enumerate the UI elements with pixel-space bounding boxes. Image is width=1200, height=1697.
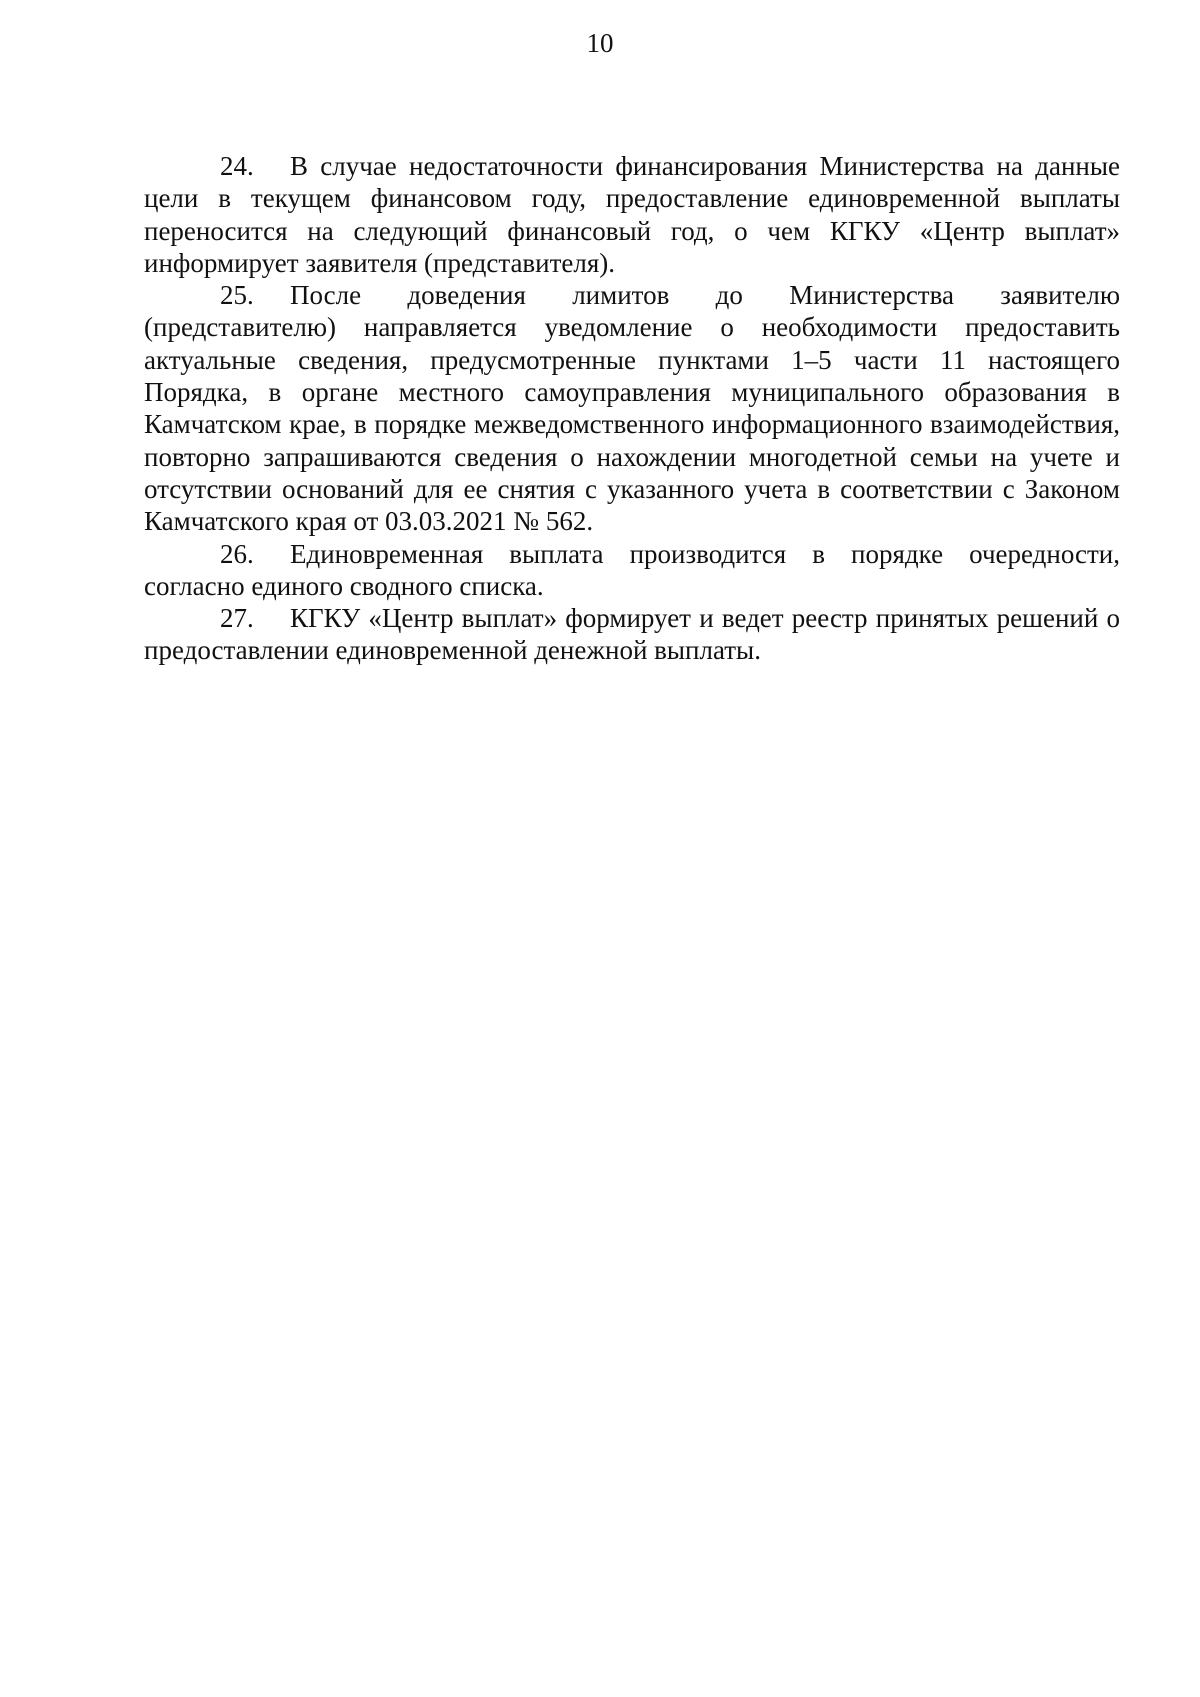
- clause-number: 27.: [220, 603, 254, 634]
- clause-text: В случае недостаточности финансирования Министерства на данные цели в текущем финансовом году, предоставление единовременной выплаты переносится на следующий финансовый год, о чем КГКУ «Центр выплат» информирует заявителя (представителя).: [144, 151, 1120, 278]
- clause-text: КГКУ «Центр выплат» формирует и ведет реестр принятых решений о предоставлении единовременной денежной выплаты.: [144, 603, 1120, 666]
- clause-24: [144, 150, 1120, 279]
- clause-number: 26.: [220, 538, 254, 569]
- clause-text: После доведения лимитов до Министерства заявителю (представителю) направляется уведомление о необходимости предоставить актуальные сведения, предусмотренные пунктами 1–5 части 11 настоящего Порядка, в органе местного самоуправления муниципального образования в Камчатском крае, в порядке межведомственного информационного взаимодействия, повторно запрашиваются сведения о нахождении многодетной семьи на учете и отсутствии оснований для ее снятия с указанного учета в соответствии с Законом Камчатского края от 03.03.2021 № 562.: [144, 280, 1120, 537]
- page-number: 10: [586, 28, 614, 58]
- clause-25: [144, 279, 1120, 537]
- clause-number: 24.: [220, 151, 254, 181]
- clause-26: [144, 538, 1120, 603]
- document-body: [144, 150, 1120, 667]
- clause-27: [144, 602, 1120, 667]
- clause-number: 25.: [220, 280, 254, 311]
- clause-text: Единовременная выплата производится в порядке очередности, согласно единого сводного списка.: [144, 538, 1120, 601]
